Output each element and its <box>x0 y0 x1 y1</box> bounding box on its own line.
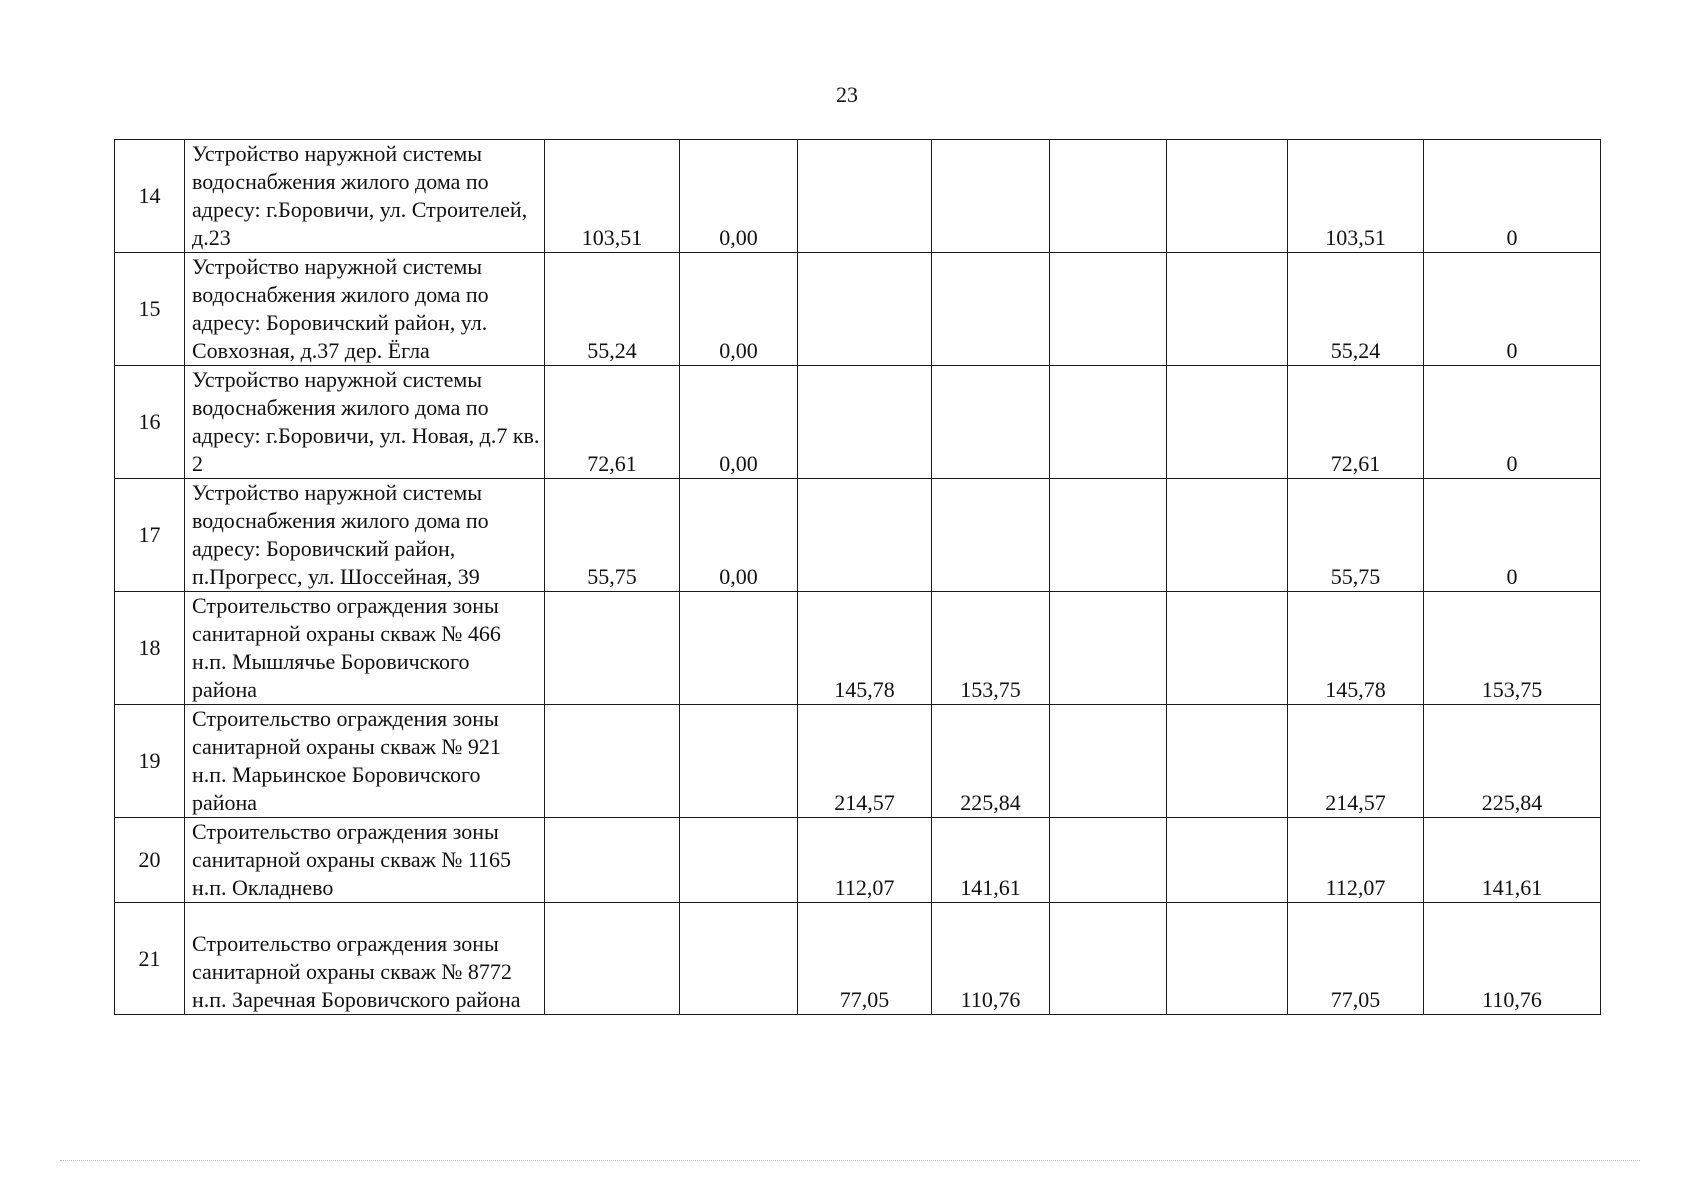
value-cell-col-10: 0 <box>1424 366 1601 479</box>
value-cell-col-6: 225,84 <box>932 705 1050 818</box>
table-row <box>115 705 1601 818</box>
value-cell-col-10: 225,84 <box>1424 705 1601 818</box>
value-cell-col-8 <box>1167 592 1288 705</box>
value-cell-col-5 <box>798 479 932 592</box>
value-cell-col-5 <box>798 140 932 253</box>
value-cell-col-6 <box>932 366 1050 479</box>
value-cell-col-9: 145,78 <box>1288 592 1424 705</box>
value-cell-col-7 <box>1050 253 1167 366</box>
value-cell-col-8 <box>1167 479 1288 592</box>
table-row <box>115 479 1601 592</box>
value-cell-col-9: 77,05 <box>1288 903 1424 1015</box>
description-cell: Строительство ограждения зоны санитарной охраны скваж № 1165 н.п. Окладнево <box>185 818 545 903</box>
value-cell-col-7 <box>1050 818 1167 903</box>
value-cell-col-7 <box>1050 903 1167 1015</box>
row-number-cell: 17 <box>115 479 185 592</box>
value-cell-col-4: 0,00 <box>680 479 798 592</box>
description-cell: Устройство наружной системы водоснабжения жилого дома по адресу: Боровичский район, ул. Совхозная, д.37 дер. Ёгла <box>185 253 545 366</box>
value-cell-col-4: 0,00 <box>680 253 798 366</box>
value-cell-col-3: 72,61 <box>545 366 680 479</box>
value-cell-col-3 <box>545 705 680 818</box>
value-cell-col-6 <box>932 253 1050 366</box>
value-cell-col-5: 112,07 <box>798 818 932 903</box>
row-number-cell: 20 <box>115 818 185 903</box>
value-cell-col-5 <box>798 253 932 366</box>
value-cell-col-4 <box>680 592 798 705</box>
value-cell-col-9: 103,51 <box>1288 140 1424 253</box>
description-cell: Строительство ограждения зоны санитарной охраны скваж № 466 н.п. Мышлячье Боровичского района <box>185 592 545 705</box>
value-cell-col-6: 153,75 <box>932 592 1050 705</box>
value-cell-col-4 <box>680 903 798 1015</box>
value-cell-col-3 <box>545 903 680 1015</box>
value-cell-col-10: 0 <box>1424 140 1601 253</box>
value-cell-col-3: 55,24 <box>545 253 680 366</box>
value-cell-col-4: 0,00 <box>680 140 798 253</box>
value-cell-col-7 <box>1050 592 1167 705</box>
row-number-cell: 18 <box>115 592 185 705</box>
value-cell-col-8 <box>1167 253 1288 366</box>
value-cell-col-4 <box>680 818 798 903</box>
value-cell-col-6 <box>932 479 1050 592</box>
value-cell-col-9: 214,57 <box>1288 705 1424 818</box>
value-cell-col-4 <box>680 705 798 818</box>
value-cell-col-6 <box>932 140 1050 253</box>
value-cell-col-7 <box>1050 705 1167 818</box>
table-row <box>115 592 1601 705</box>
value-cell-col-8 <box>1167 140 1288 253</box>
value-cell-col-10: 141,61 <box>1424 818 1601 903</box>
table-row <box>115 140 1601 253</box>
value-cell-col-10: 110,76 <box>1424 903 1601 1015</box>
table-row <box>115 903 1601 1015</box>
value-cell-col-8 <box>1167 818 1288 903</box>
description-cell: Строительство ограждения зоны санитарной охраны скваж № 921 н.п. Марьинское Боровичского района <box>185 705 545 818</box>
table-row <box>115 366 1601 479</box>
value-cell-col-9: 112,07 <box>1288 818 1424 903</box>
value-cell-col-6: 141,61 <box>932 818 1050 903</box>
description-cell: Устройство наружной системы водоснабжения жилого дома по адресу: г.Боровичи, ул. Строителей, д.23 <box>185 140 545 253</box>
scan-artifact-line <box>60 1160 1640 1163</box>
value-cell-col-3 <box>545 592 680 705</box>
value-cell-col-3: 103,51 <box>545 140 680 253</box>
value-cell-col-7 <box>1050 140 1167 253</box>
value-cell-col-3: 55,75 <box>545 479 680 592</box>
row-number-cell: 16 <box>115 366 185 479</box>
table-row <box>115 818 1601 903</box>
value-cell-col-10: 0 <box>1424 479 1601 592</box>
row-number-cell: 21 <box>115 903 185 1015</box>
value-cell-col-4: 0,00 <box>680 366 798 479</box>
description-cell: Устройство наружной системы водоснабжения жилого дома по адресу: г.Боровичи, ул. Новая, д.7 кв. 2 <box>185 366 545 479</box>
value-cell-col-8 <box>1167 366 1288 479</box>
value-cell-col-8 <box>1167 705 1288 818</box>
value-cell-col-8 <box>1167 903 1288 1015</box>
row-number-cell: 19 <box>115 705 185 818</box>
description-cell: Строительство ограждения зоны санитарной охраны скваж № 8772 н.п. Заречная Боровичского района <box>185 903 545 1015</box>
description-cell: Устройство наружной системы водоснабжения жилого дома по адресу: Боровичский район, п.Прогресс, ул. Шоссейная, 39 <box>185 479 545 592</box>
value-cell-col-9: 55,75 <box>1288 479 1424 592</box>
row-number-cell: 14 <box>115 140 185 253</box>
value-cell-col-10: 0 <box>1424 253 1601 366</box>
row-number-cell: 15 <box>115 253 185 366</box>
page-number: 23 <box>836 82 858 107</box>
value-cell-col-7 <box>1050 366 1167 479</box>
table-row <box>115 253 1601 366</box>
value-cell-col-6: 110,76 <box>932 903 1050 1015</box>
value-cell-col-5: 145,78 <box>798 592 932 705</box>
value-cell-col-10: 153,75 <box>1424 592 1601 705</box>
value-cell-col-5 <box>798 366 932 479</box>
value-cell-col-5: 77,05 <box>798 903 932 1015</box>
value-cell-col-7 <box>1050 479 1167 592</box>
value-cell-col-9: 72,61 <box>1288 366 1424 479</box>
value-cell-col-5: 214,57 <box>798 705 932 818</box>
data-table <box>114 139 1601 1015</box>
value-cell-col-3 <box>545 818 680 903</box>
table-body <box>115 140 1601 1015</box>
value-cell-col-9: 55,24 <box>1288 253 1424 366</box>
